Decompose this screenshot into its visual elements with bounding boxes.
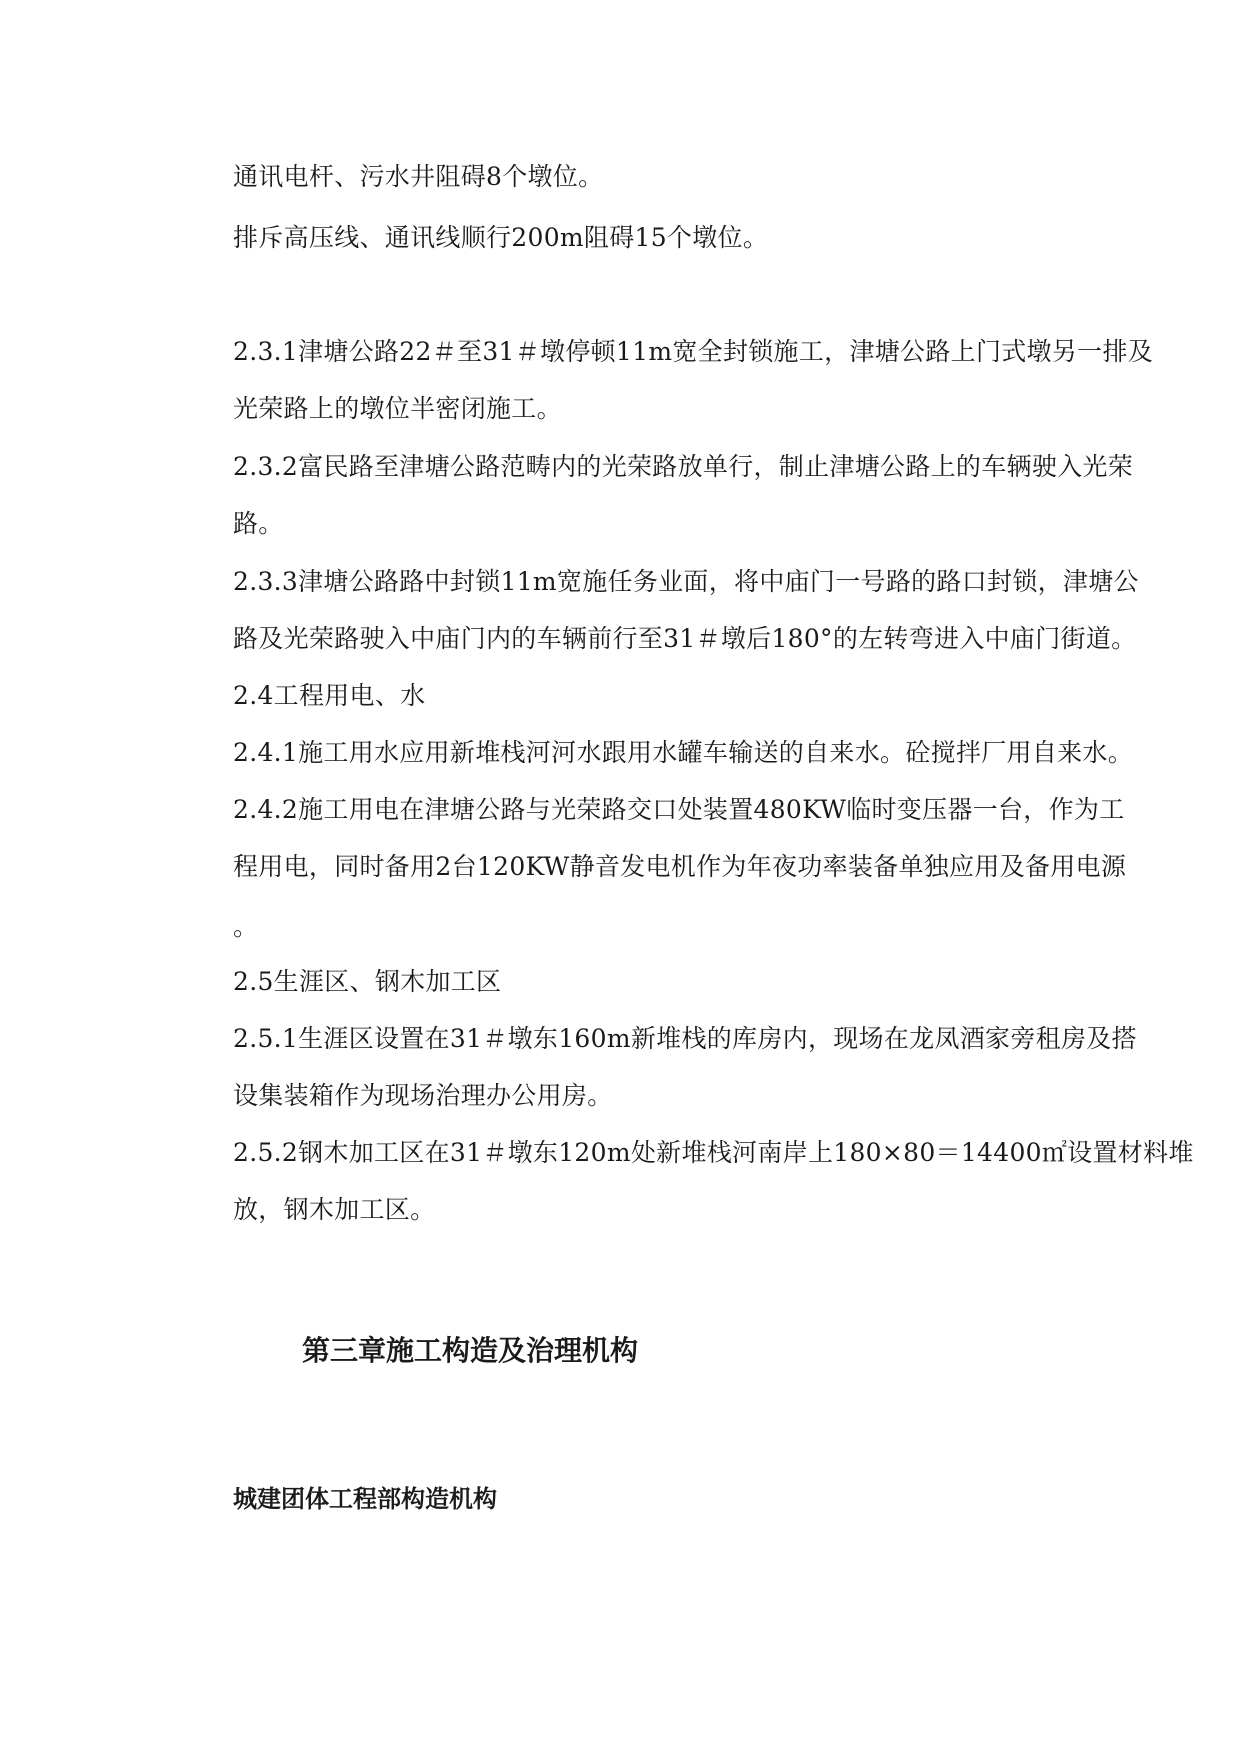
section-title: 城建团体工程部构造机构 <box>233 1485 497 1513</box>
text-line: 通讯电杆、污水井阻碍8个墩位。 <box>233 162 604 191</box>
text-line: 2.4.1施工用水应用新堆栈河河水跟用水罐车输送的自来水。砼搅拌厂用自来水。 <box>233 738 1134 767</box>
text-line: 2.5.2钢木加工区在31＃墩东120m处新堆栈河南岸上180×80＝14400㎡设置材料堆 <box>233 1138 1194 1167</box>
text-line: 光荣路上的墩位半密闭施工。 <box>233 394 562 423</box>
text-line: 排斥高压线、通讯线顺行200m阻碍15个墩位。 <box>233 223 769 252</box>
text-line: 2.3.3津塘公路路中封锁11m宽施任务业面，将中庙门一号路的路口封锁，津塘公 <box>233 567 1139 596</box>
text-line: 2.3.2富民路至津塘公路范畴内的光荣路放单行，制止津塘公路上的车辆驶入光荣 <box>233 452 1134 481</box>
text-line: 。 <box>233 912 259 941</box>
text-line: 2.3.1津塘公路22＃至31＃墩停顿11m宽全封锁施工，津塘公路上门式墩另一排及 <box>233 337 1154 366</box>
text-line: 放，钢木加工区。 <box>233 1195 436 1224</box>
text-line: 2.4.2施工用电在津塘公路与光荣路交口处装置480KW临时变压器一台，作为工 <box>233 795 1125 824</box>
text-line: 路及光荣路驶入中庙门内的车辆前行至31＃墩后180°的左转弯进入中庙门街道。 <box>233 624 1137 653</box>
text-line: 程用电，同时备用2台120KW静音发电机作为年夜功率装备单独应用及备用电源 <box>233 852 1127 881</box>
chapter-title: 第三章施工构造及治理机构 <box>302 1334 639 1367</box>
text-line: 2.5生涯区、钢木加工区 <box>233 967 502 996</box>
text-line: 设集装箱作为现场治理办公用房。 <box>233 1081 613 1110</box>
text-line: 路。 <box>233 509 284 538</box>
text-line: 2.4工程用电、水 <box>233 681 426 710</box>
text-line: 2.5.1生涯区设置在31＃墩东160m新堆栈的库房内，现场在龙凤酒家旁租房及搭 <box>233 1024 1137 1053</box>
